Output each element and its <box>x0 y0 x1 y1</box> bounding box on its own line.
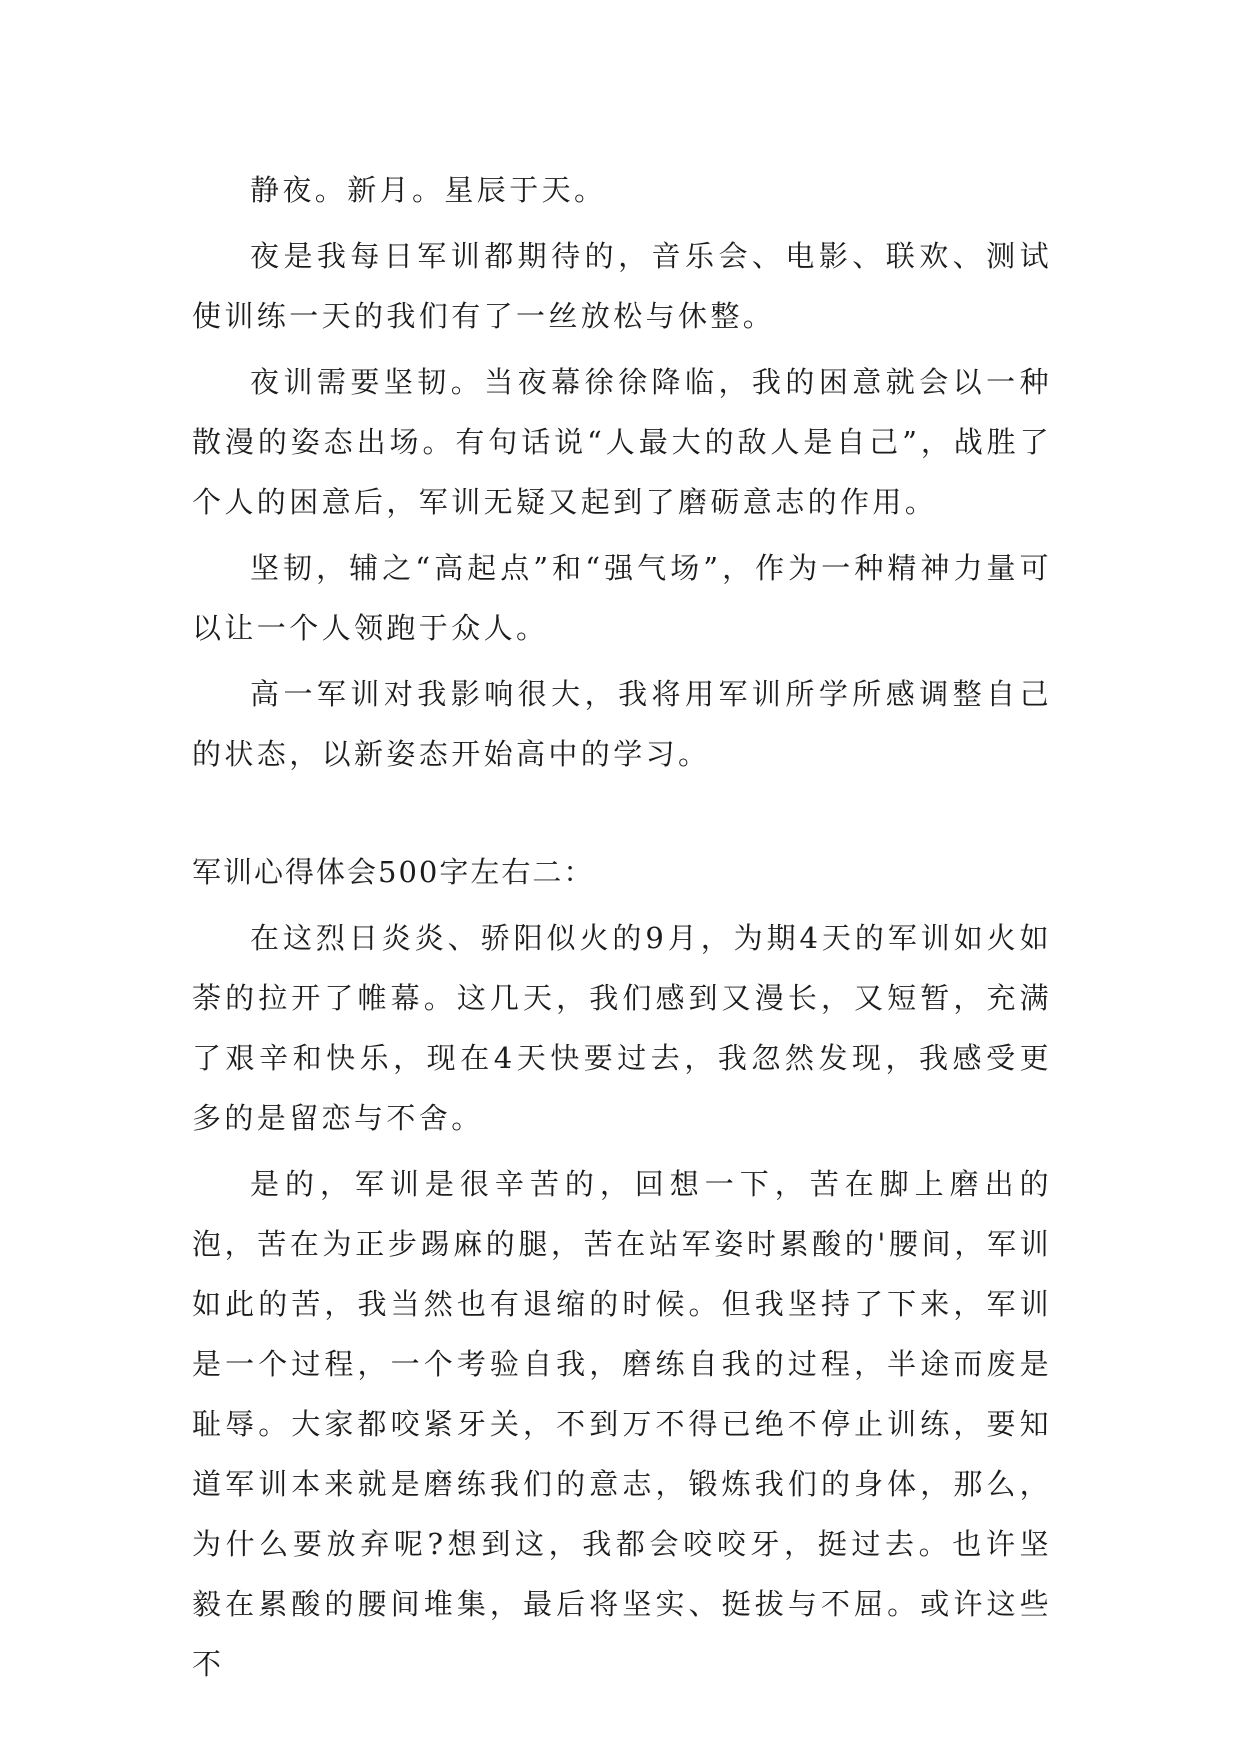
paragraph-night-training: 夜训需要坚韧。当夜幕徐徐降临，我的困意就会以一种散漫的姿态出场。有句话说“人最大的敌人是自己”，战胜了个人的困意后，军训无疑又起到了磨砺意志的作用。 <box>192 365 1052 519</box>
paragraph-quiet-night: 静夜。新月。星辰于天。 <box>250 173 607 207</box>
paragraph-perseverance: 坚韧，辅之“高起点”和“强气场”，作为一种精神力量可以让一个人领跑于众人。 <box>192 551 1052 645</box>
document-body <box>192 160 1052 1700</box>
paragraph-conclusion: 高一军训对我影响很大，我将用军训所学所感调整自己的状态，以新姿态开始高中的学习。 <box>192 677 1052 771</box>
paragraph-night-anticipation: 夜是我每日军训都期待的，音乐会、电影、联欢、测试使训练一天的我们有了一丝放松与休整。 <box>192 239 1052 333</box>
section-heading: 军训心得体会500字左右二： <box>192 855 595 889</box>
paragraph-september-training: 在这烈日炎炎、骄阳似火的9月，为期4天的军训如火如荼的拉开了帷幕。这几天，我们感到又漫长，又短暂，充满了艰辛和快乐，现在4天快要过去，我忽然发现，我感受更多的是留恋与不舍。 <box>192 921 1052 1135</box>
paragraph-hardship: 是的，军训是很辛苦的，回想一下，苦在脚上磨出的泡，苦在为正步踢麻的腿，苦在站军姿时累酸的'腰间，军训如此的苦，我当然也有退缩的时候。但我坚持了下来，军训是一个过程，一个考验自我，磨练自我的过程，半途而废是耻辱。大家都咬紧牙关，不到万不得已绝不停止训练，要知道军训本来就是磨练我们的意志，锻炼我们的身体，那么，为什么要放弃呢?想到这，我都会咬咬牙，挺过去。也许坚毅在累酸的腰间堆集，最后将坚实、挺拔与不屈。或许这些不 <box>192 1167 1052 1681</box>
